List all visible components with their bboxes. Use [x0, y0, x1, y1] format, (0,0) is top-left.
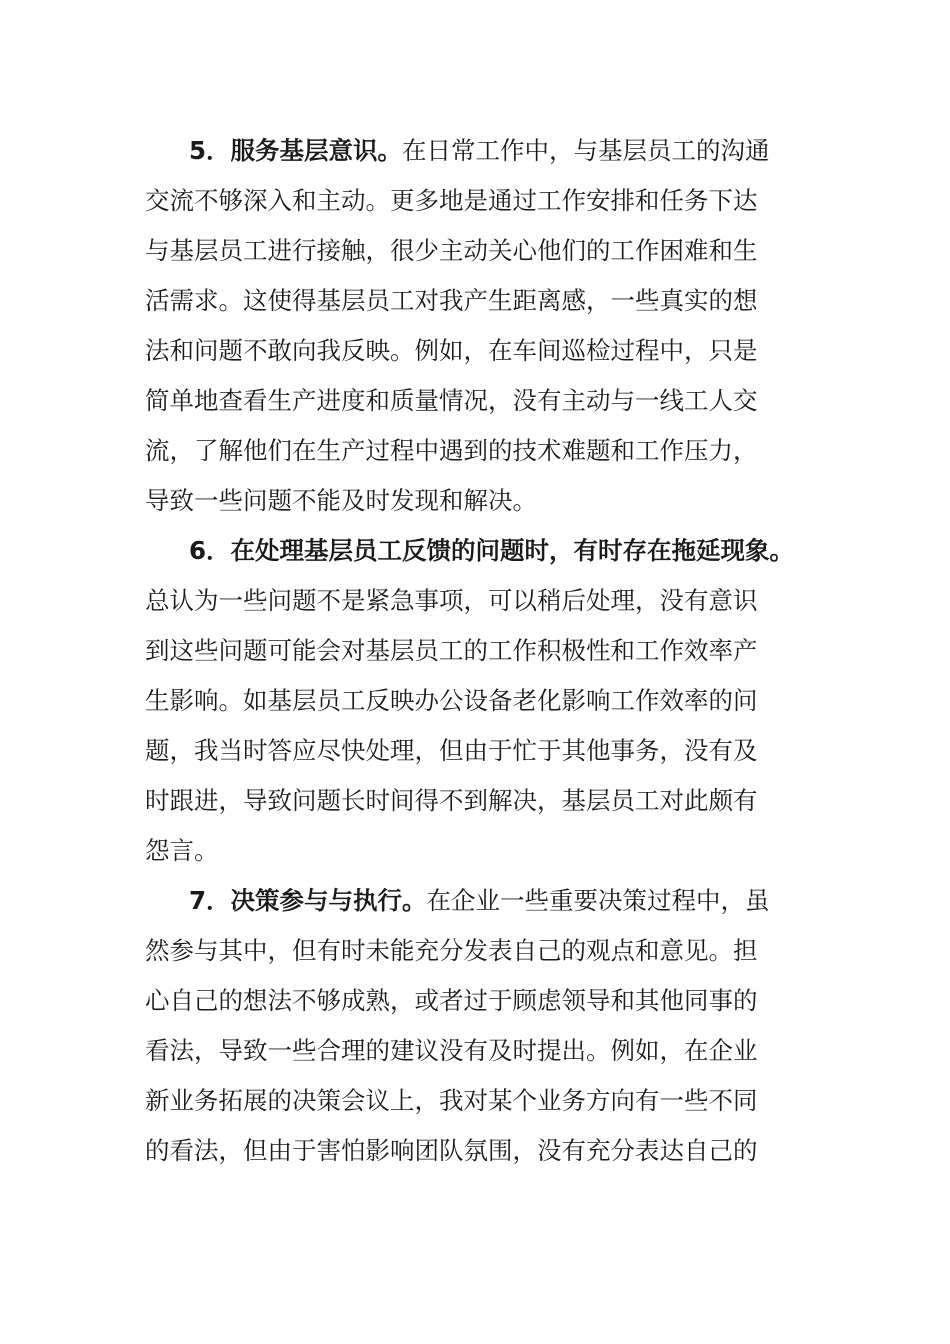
paragraph-line: 题，我当时答应尽快处理，但由于忙于其他事务，没有及	[145, 736, 758, 765]
paragraph-heading: 7．决策参与与执行。	[189, 886, 427, 915]
paragraph-heading: 6．在处理基层员工反馈的问题时，有时存在拖延现象。	[189, 536, 795, 565]
paragraph-line: 流，了解他们在生产过程中遇到的技术难题和工作压力，	[145, 436, 758, 465]
paragraph-line: 生影响。如基层员工反映办公设备老化影响工作效率的问	[145, 686, 758, 715]
paragraph-line: 与基层员工进行接触，很少主动关心他们的工作困难和生	[145, 236, 758, 265]
paragraph-line: 新业务拓展的决策会议上，我对某个业务方向有一些不同	[145, 1086, 758, 1115]
paragraph-line: 的看法，但由于害怕影响团队氛围，没有充分表达自己的	[145, 1136, 758, 1165]
paragraph-text: 在企业一些重要决策过程中，虽	[426, 886, 770, 915]
paragraph-line: 然参与其中，但有时未能充分发表自己的观点和意见。担	[145, 936, 758, 965]
paragraph-line: 总认为一些问题不是紧急事项，可以稍后处理，没有意识	[145, 586, 758, 615]
paragraph-line	[145, 876, 805, 926]
paragraph-text: 在日常工作中，与基层员工的沟通	[402, 136, 770, 165]
paragraph-5	[145, 126, 805, 526]
paragraph-line	[145, 126, 805, 176]
paragraph-line: 导致一些问题不能及时发现和解决。	[145, 486, 537, 515]
paragraph-7	[145, 876, 805, 1176]
paragraph-line: 心自己的想法不够成熟，或者过于顾虑领导和其他同事的	[145, 986, 758, 1015]
paragraph-line: 时跟进，导致问题长时间得不到解决，基层员工对此颇有	[145, 786, 758, 815]
paragraph-line: 到这些问题可能会对基层员工的工作积极性和工作效率产	[145, 636, 758, 665]
document-body	[145, 126, 805, 1176]
paragraph-line	[145, 526, 805, 576]
paragraph-line: 简单地查看生产进度和质量情况，没有主动与一线工人交	[145, 386, 758, 415]
paragraph-line: 交流不够深入和主动。更多地是通过工作安排和任务下达	[145, 186, 758, 215]
paragraph-line: 活需求。这使得基层员工对我产生距离感，一些真实的想	[145, 286, 758, 315]
paragraph-line: 看法，导致一些合理的建议没有及时提出。例如，在企业	[145, 1036, 758, 1065]
paragraph-6	[145, 526, 805, 876]
paragraph-line: 怨言。	[145, 836, 219, 865]
paragraph-heading: 5．服务基层意识。	[189, 136, 403, 165]
paragraph-line: 法和问题不敢向我反映。例如，在车间巡检过程中，只是	[145, 336, 758, 365]
